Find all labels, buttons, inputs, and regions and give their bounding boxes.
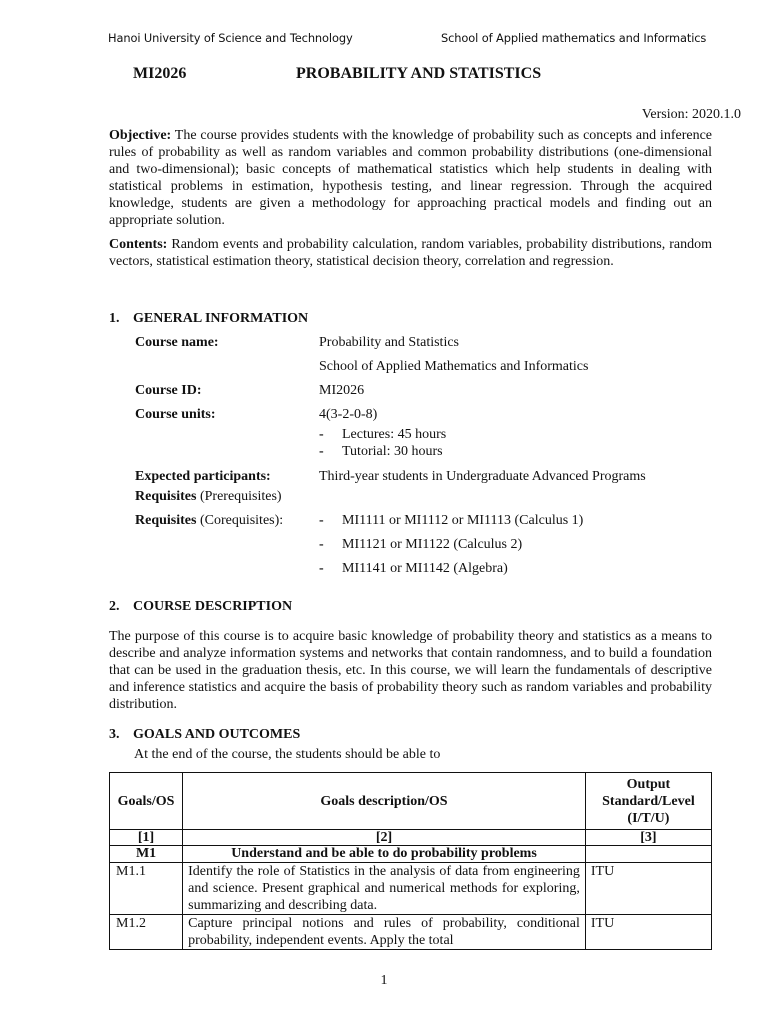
version-label: Version: 2020.1.0 [641,107,741,122]
table-header-description: Goals description/OS [183,773,586,830]
prereq-label-plain: (Prerequisites) [196,489,282,504]
coreq-item-text: MI1121 or MI1122 (Calculus 2) [342,537,523,552]
bullet-dash: - [319,513,324,528]
course-units-value: 4(3-2-0-8) [319,407,378,422]
coreq-item-text: MI1141 or MI1142 (Algebra) [342,561,508,576]
group-code: M1 [110,846,183,863]
goal-code: M1.1 [110,863,183,915]
units-item-text: Tutorial: 30 hours [342,444,443,459]
table-index-cell: [1] [110,830,183,846]
section-heading-goals-outcomes [109,727,300,743]
coreq-label-plain: (Corequisites): [196,513,284,528]
group-level [585,846,711,863]
goal-description: Capture principal notions and rules of probability, conditional probability, independent events. Apply the total [183,915,586,950]
prerequisites-label [135,489,282,505]
course-code-title: MI2026 [133,65,187,82]
table-header-output-standard: Output Standard/Level (I/T/U) [585,773,711,830]
goal-code: M1.2 [110,915,183,950]
course-name-title: PROBABILITY AND STATISTICS [296,65,542,82]
contents-label: Contents: [109,237,168,252]
course-units-label: Course units: [135,407,216,422]
header-university: Hanoi University of Science and Technology [108,31,353,45]
coreq-item-text: MI1111 or MI1112 or MI1113 (Calculus 1) [342,513,584,528]
header-school: School of Applied mathematics and Informatics [441,31,707,45]
contents-text: Random events and probability calculation, random variables, probability distributions, random vectors, statistical estimation theory, statistical decision theory, correlation and regression. [109,237,712,269]
table-row [110,863,712,915]
table-row [110,915,712,950]
group-title: Understand and be able to do probability problems [183,846,586,863]
table-header-row [110,773,712,830]
section-title: COURSE DESCRIPTION [133,599,293,614]
objective-paragraph [109,127,712,229]
page-number: 1 [380,973,388,988]
goals-table [109,772,712,950]
course-name-label: Course name: [135,335,219,350]
goals-intro-text: At the end of the course, the students should be able to [134,747,441,762]
goal-level: ITU [585,863,711,915]
table-index-row [110,830,712,846]
goal-description: Identify the role of Statistics in the analysis of data from engineering and science. Present graphical and numerical methods for exploring, summarizing and describing data. [183,863,586,915]
section-heading-course-description [109,599,292,615]
title-row [0,65,768,87]
course-school-value: School of Applied Mathematics and Informatics [319,359,589,374]
contents-paragraph [109,236,712,270]
course-description-paragraph: The purpose of this course is to acquire basic knowledge of probability theory and statistics as a means to describe and analyze information systems and networks that contain randomness, and to build a foundation that can be used in the graduation thesis, etc. In this course, we will learn the fundamentals of descriptive and inference statistics and acquire the basis of probability theory such as random variables and probability distribution. [109,629,712,712]
coreq-label-bold: Requisites [135,513,197,528]
section-number: 1. [109,311,120,326]
objective-label: Objective: [109,128,172,143]
bullet-dash: - [319,537,324,552]
bullet-dash: - [319,444,324,459]
section-title: GENERAL INFORMATION [133,311,309,326]
units-item-text: Lectures: 45 hours [342,427,447,442]
expected-participants-value: Third-year students in Undergraduate Advanced Programs [319,469,646,484]
bullet-dash: - [319,561,324,576]
objective-text: The course provides students with the knowledge of probability such as concepts and inference rules of probability as well as random variables and common probability distributions (one-dimensional and two-dimensional); basic concepts of mathematical statistics which help students in dealing with statistical problems in estimation, hypothesis testing, and linear regression. Through the acquired knowledge, students are given a methodology for approaching practical models and finding out an appropriate solution. [109,128,712,228]
section-number: 3. [109,727,120,742]
course-name-value: Probability and Statistics [319,335,459,350]
section-number: 2. [109,599,120,614]
table-header-goals: Goals/OS [110,773,183,830]
corequisites-label [135,513,283,529]
table-index-cell: [3] [585,830,711,846]
expected-participants-label: Expected participants: [135,469,271,484]
section-title: GOALS AND OUTCOMES [133,727,301,742]
prereq-label-bold: Requisites [135,489,197,504]
goal-level: ITU [585,915,711,950]
course-id-label: Course ID: [135,383,202,398]
bullet-dash: - [319,427,324,442]
section-heading-general-info [109,311,308,327]
table-group-row [110,846,712,863]
course-id-value: MI2026 [319,383,365,398]
table-index-cell: [2] [183,830,586,846]
